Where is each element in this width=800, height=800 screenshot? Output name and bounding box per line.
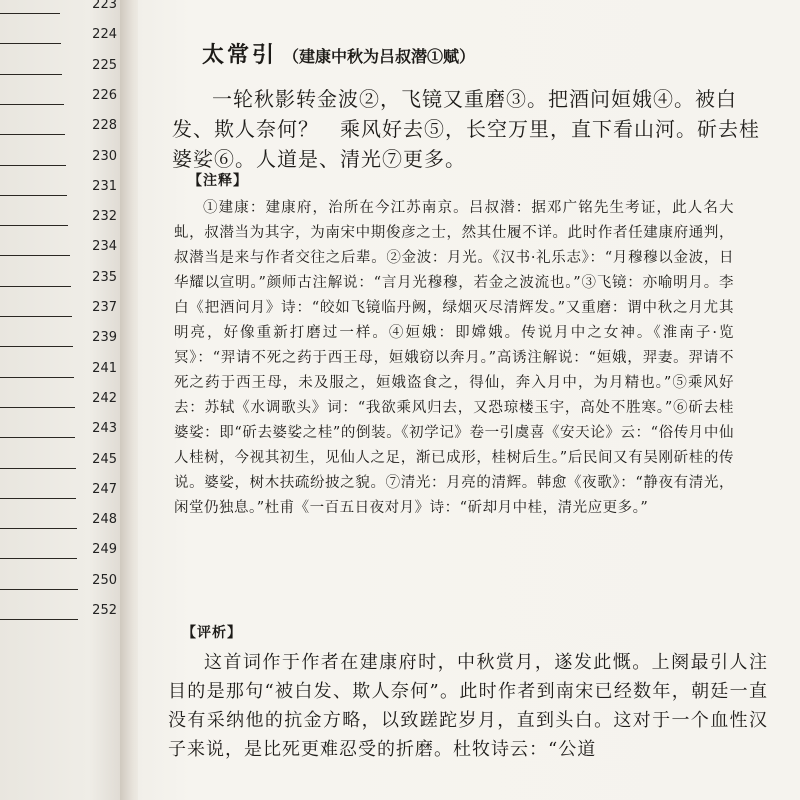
poem-title-main: 太常引: [202, 42, 278, 68]
index-page-number: 250: [92, 572, 117, 588]
notes-text: ①建康：建康府，治所在今江苏南京。吕叔潜：据邓广铭先生考证，此人名大虬，叔潜当为其字，为南宋中期俊彦之士，然其仕履不详。此时作者任建康府通判，叔潜当是来与作者交往之后辈。②金波：月光。《汉书·礼乐志》：“月穆穆以金波，日华耀以宣明。”颜师古注解说：“言月光穆穆，若金之波流也。”③飞镜：亦喻明月。李白《把酒问月》诗：“皎如飞镜临丹阙，绿烟灭尽清辉发。”又重磨：谓中秋之月尤其明亮，好像重新打磨过一样。④姮娥：即嫦娥。传说月中之女神。《淮南子·览冥》：“羿请不死之药于西王母，姮娥窃以奔月。”高诱注解说：“姮娥，羿妻。羿请不死之药于西王母，未及服之，姮娥盗食之，得仙，奔入月中，为月精也。”⑤乘风好去：苏轼《水调歌头》词：“我欲乘风归去，又恐琼楼玉宇，高处不胜寒。”⑥斫去桂婆娑：即“斫去婆娑之桂”的倒装。《初学记》卷一引虞喜《安天论》云：“俗传月中仙人桂树，今视其初生，见仙人之足，渐已成形，桂树后生。”后民间又有吴刚斫桂的传说。婆娑，树木扶疏纷披之貌。⑦清光：月亮的清辉。韩愈《夜歌》：“静夜有清光，闲堂仍独息。”杜甫《一百五日夜对月》诗：“斫却月中桂，清光应更多。”: [174, 200, 734, 516]
index-entry: [0, 509, 125, 529]
index-entry: [0, 388, 125, 408]
poem-body: [172, 84, 762, 174]
index-page-number: 239: [92, 330, 117, 346]
index-rule: [0, 589, 78, 590]
index-rule: [0, 558, 77, 559]
index-rule: [0, 316, 72, 317]
index-rule: [0, 104, 64, 105]
index-rule: [0, 468, 76, 469]
index-entry: [0, 358, 125, 378]
index-entry: [0, 55, 125, 75]
index-page-number: 248: [92, 512, 117, 528]
index-page-number: 237: [92, 300, 117, 315]
index-rule: [0, 225, 68, 226]
index-rule: [0, 346, 73, 347]
index-entry: [0, 600, 125, 620]
index-entry: [0, 115, 125, 135]
index-entry: [0, 570, 125, 590]
analysis-label: 【评析】: [182, 625, 242, 641]
index-entry: [0, 146, 125, 166]
index-rule: [0, 74, 62, 75]
index-rule: [0, 377, 74, 378]
index-rule: [0, 195, 67, 196]
index-page-number: 224: [92, 27, 117, 43]
index-page-number: 247: [92, 481, 117, 497]
analysis-text: 这首词作于作者在建康府时，中秋赏月，遂发此慨。上阕最引人注目的是那句“被白发、欺人奈何”。此时作者到南宋已经数年，朝廷一直没有采纳他的抗金方略，以致蹉跎岁月，直到头白。这对于一个血性汉子来说，是比死更难忍受的折磨。杜牧诗云：“公道: [168, 652, 768, 760]
poem-title: [202, 38, 475, 69]
index-rule: [0, 619, 78, 620]
index-rule: [0, 286, 71, 287]
index-page-number: 223: [92, 0, 117, 12]
index-page-number: 230: [92, 148, 117, 164]
index-page-number: 228: [92, 118, 117, 134]
index-entry: [0, 176, 125, 196]
index-rule: [0, 498, 76, 499]
index-rule: [0, 407, 75, 408]
index-entry: [0, 267, 125, 287]
index-rule: [0, 43, 61, 44]
index-entry: [0, 479, 125, 499]
index-entry: [0, 418, 125, 438]
index-entry: [0, 24, 125, 44]
index-rule: [0, 437, 75, 438]
index-page-number: 249: [92, 542, 117, 558]
index-rule: [0, 134, 65, 135]
index-page-number: 242: [92, 390, 117, 406]
index-rule: [0, 528, 77, 529]
index-entry: [0, 539, 125, 559]
index-page-number: 232: [92, 209, 117, 225]
index-rule: [0, 165, 66, 166]
index-page-number: 225: [92, 57, 117, 73]
index-page-number: 226: [92, 87, 117, 103]
index-rule: [0, 13, 60, 14]
index-entry: [0, 85, 125, 105]
index-entry: [0, 0, 125, 14]
index-page-number: 234: [92, 239, 117, 255]
index-entry: [0, 297, 125, 317]
index-page-number: 231: [92, 178, 117, 194]
notes-label: 【注释】: [188, 173, 248, 189]
index-entry: [0, 327, 125, 347]
main-page: [138, 0, 800, 800]
index-entry: [0, 206, 125, 226]
poem-title-subtitle: （建康中秋为吕叔潜①赋）: [283, 47, 476, 66]
index-entry: [0, 236, 125, 256]
index-page-number: 252: [92, 603, 117, 618]
poem-text: 一轮秋影转金波②，飞镜又重磨③。把酒问姮娥④。被白发、欺人奈何？ 乘风好去⑤，长空万里，直下看山河。斫去桂婆娑⑥。人道是、清光⑦更多。: [172, 87, 760, 171]
notes-body: [174, 196, 734, 521]
index-page-number: 235: [92, 269, 117, 285]
index-page-number: 245: [92, 451, 117, 467]
index-page-number: 243: [92, 421, 117, 437]
analysis-body: [168, 648, 768, 764]
index-page-number: 241: [92, 360, 117, 376]
index-entry: [0, 449, 125, 469]
index-rule: [0, 255, 70, 256]
left-page-index: [0, 0, 128, 800]
